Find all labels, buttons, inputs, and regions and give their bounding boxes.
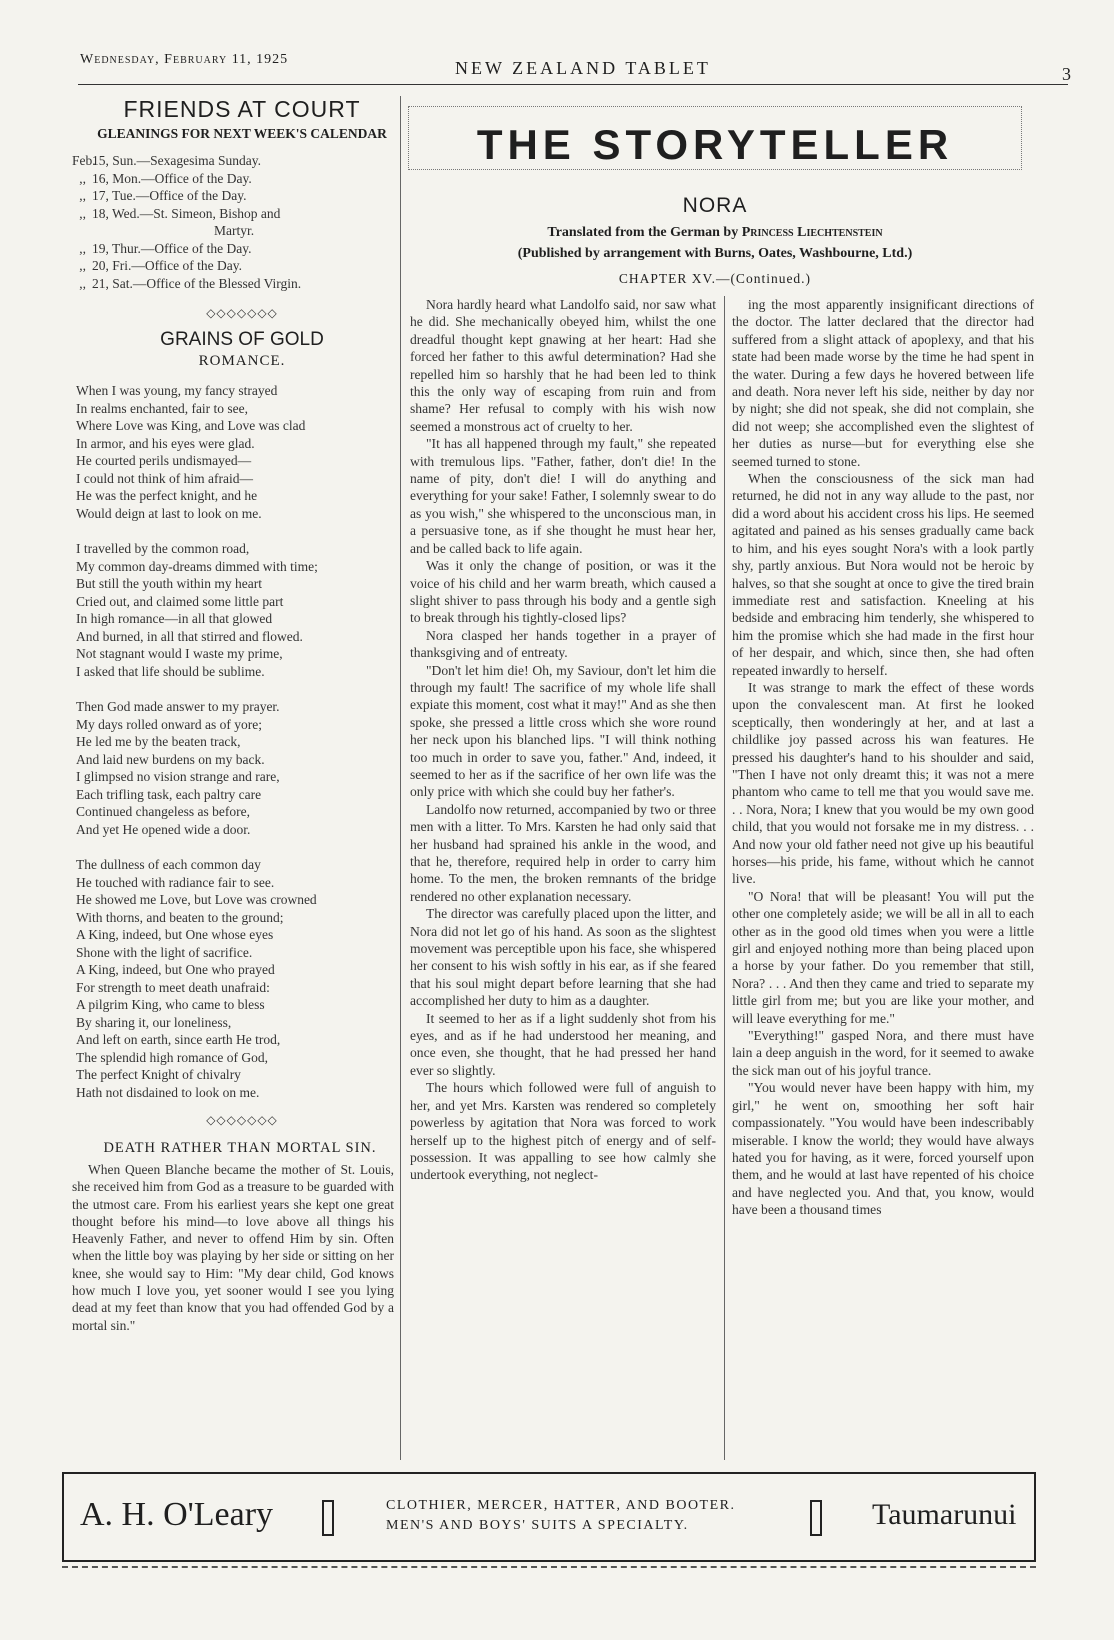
story-header: [410, 194, 1020, 287]
death-rather-title: DEATH RATHER THAN MORTAL SIN.: [103, 1140, 377, 1156]
poem-line: And yet He opened wide a door.: [76, 821, 251, 837]
page-number: 3: [1062, 64, 1071, 84]
poem-line: He was the perfect knight, and he: [76, 488, 258, 503]
friends-at-court-title: FRIENDS AT COURT: [123, 96, 361, 122]
poem-line: Cried out, and claimed some little part: [76, 593, 284, 609]
poem-line: He showed me Love, but Love was crowned: [76, 892, 317, 907]
calendar-item: ,, 18, Wed.—St. Simeon, Bishop and: [79, 205, 281, 221]
ornament-divider: ◇◇◇◇◇◇◇: [206, 1113, 278, 1127]
poem-line: For strength to meet death unafraid:: [76, 979, 270, 995]
story-paragraph: It seemed to her as if a light suddenly shot from his eyes, and as if he had understood her meaning, and once even, she thought, that he had pressed her hand ever so slightly.: [410, 1010, 716, 1078]
poem-line: I could not think of him afraid—: [76, 470, 253, 486]
story-paragraph: The hours which followed were full of anguish to her, and yet Mrs. Karsten was rendered so completely powerless by agitation that Nora was forced to work herself up to the highest pitch of energy and of self-possession. It was appalling to see how calmly she undertook everything, not neglect-: [410, 1080, 716, 1183]
poem-line: Each trifling task, each paltry care: [76, 786, 262, 802]
calendar-item: ,, 20, Fri.—Office of the Day.: [79, 258, 242, 273]
poem-line: I glimpsed no vision strange and rare,: [76, 769, 280, 784]
story-paragraph: Was it only the change of position, or was it the voice of his child and her warm breath, which caused a slight shiver to pass through his body and a gentle sigh to break through his tightly-closed lips?: [410, 558, 716, 626]
column-rule: [724, 296, 725, 1460]
calendar-item: ,, 19, Thur.—Office of the Day.: [79, 240, 252, 256]
chapter-heading: CHAPTER XV.—(Continued.): [618, 271, 812, 286]
poem-line: In high romance—in all that glowed: [76, 611, 273, 626]
poem-line: My days rolled onward as of yore;: [76, 716, 262, 732]
poem-title: ROMANCE.: [198, 353, 286, 369]
poem-line: Would deign at last to look on me.: [76, 505, 262, 521]
story-paragraph: "Everything!" gasped Nora, and there must have lain a deep anguish in the word, for it seemed to awake the sick man out of his joyful trance.: [732, 1028, 1034, 1078]
poem-line: Shone with the light of sacrifice.: [76, 944, 253, 960]
poem-stanza: [76, 856, 394, 1101]
poem-line: When I was young, my fancy strayed: [76, 383, 278, 398]
calendar-item: ,, 17, Tue.—Office of the Day.: [79, 188, 247, 203]
poem-line: He touched with radiance fair to see.: [76, 874, 275, 890]
issue-date: Wednesday, February 11, 1925: [80, 52, 289, 67]
poem-line: And left on earth, since earth He trod,: [76, 1032, 281, 1047]
left-column: [72, 96, 394, 1334]
storyteller-title: THE STORYTELLER: [476, 121, 954, 168]
translator-line: Translated from the German by Princess Liechtenstein: [547, 225, 883, 240]
story-column-middle: [410, 296, 716, 1184]
poem-line: The splendid high romance of God,: [76, 1049, 268, 1065]
services-line: CLOTHIER, MERCER, HATTER, AND BOOTER.: [386, 1498, 736, 1513]
poem-line: With thorns, and beaten to the ground;: [76, 909, 284, 925]
poem-line: In armor, and his eyes were glad.: [76, 435, 255, 451]
story-title: NORA: [682, 194, 748, 217]
calendar-item: Feb. 15, Sun.—Sexagesima Sunday.: [72, 153, 261, 168]
poem-line: Where Love was King, and Love was clad: [76, 418, 306, 433]
story-paragraph: "You would never have been happy with him, my girl," he went on, smoothing her soft hair compassionately. "You would have been indescribably miserable. I know the world; they would have always hated you for having, as it were, forced yourself upon them, and he would at last have repented of his choice and have neglected you. And that, you know, would have been a thousand times: [732, 1080, 1034, 1218]
poem-line: A pilgrim King, who came to bless: [76, 997, 265, 1012]
poem-line: The dullness of each common day: [76, 857, 261, 872]
services-line: MEN'S AND BOYS' SUITS A SPECIALTY.: [386, 1518, 689, 1533]
poem-line: In realms enchanted, fair to see,: [76, 400, 249, 416]
poem: [72, 382, 394, 1101]
story-paragraph: "O Nora! that will be pleasant! You will put the other one completely aside; we will be all in all to each other as in the good old times when you were a little girl and enjoyed nothing more than being placed upon a horse by your father. Do you remember that still, Nora? . . . And then they came and tried to separate my little girl from me; but you are like your mother, and will leave everything for me.": [732, 888, 1034, 1026]
poem-line: The perfect Knight of chivalry: [76, 1067, 241, 1082]
ornament-box: [322, 1500, 334, 1536]
poem-stanza: [76, 382, 394, 522]
advertisement: [62, 1472, 1036, 1562]
poem-line: I travelled by the common road,: [76, 541, 250, 556]
poem-line: He led me by the beaten track,: [76, 734, 241, 749]
poem-line: But still the youth within my heart: [76, 576, 262, 591]
poem-line: Then God made answer to my prayer.: [76, 699, 280, 714]
poem-line: Not stagnant would I waste my prime,: [76, 646, 283, 661]
calendar-item: ,, 16, Mon.—Office of the Day.: [79, 170, 252, 186]
story-column-right: [732, 296, 1034, 1219]
publication-note: (Published by arrangement with Burns, Oates, Washbourne, Ltd.): [517, 246, 913, 261]
advertiser-name: A. H. O'Leary: [80, 1496, 274, 1533]
calendar-list: [72, 152, 394, 292]
calendar-item: Martyr.: [214, 223, 255, 238]
header-rule: [78, 84, 1068, 85]
ornament-divider: ◇◇◇◇◇◇◇: [206, 306, 278, 320]
poem-stanza: [76, 698, 394, 838]
poem-line: I asked that life should be sublime.: [76, 663, 265, 679]
poem-line: By sharing it, our loneliness,: [76, 1014, 232, 1030]
story-paragraph: "It has all happened through my fault," she repeated with tremulous lips. "Father, father, don't die! In the name of pity, don't die! I will do anything and everything for your sake! Father, I solemnly swear to do as you wish," she whispered to the unconscious man, in a persuasive tone, as if she thought he must hear her, and be called back to life again.: [410, 436, 716, 556]
poem-line: My common day-dreams dimmed with time;: [76, 558, 318, 574]
grains-of-gold-title: GRAINS OF GOLD: [160, 329, 324, 350]
newspaper-title: NEW ZEALAND TABLET: [455, 58, 711, 78]
poem-line: He courted perils undismayed—: [76, 453, 252, 468]
storyteller-banner: [408, 106, 1022, 170]
advertiser-services: [386, 1496, 806, 1536]
death-rather-text: When Queen Blanche became the mother of St. Louis, she received him from God as a treasure to be guarded with the utmost care. From his earliest years she kept one great thought before his mind—to love above all things his Heavenly Father, and never to offend Him by sin. Often when the little boy was playing by her side or sitting on her knee, she would say to Him: "My dear child, God knows how much I love you, yet sooner would I see you lying dead at my feet than know that you had offended God by a mortal sin.": [72, 1162, 395, 1333]
bottom-rule: [62, 1566, 1036, 1568]
poem-line: A King, indeed, but One who prayed: [76, 962, 275, 977]
story-paragraph: When the consciousness of the sick man had returned, he did not in any way allude to the past, nor did a word about his accident cross his lips. He seemed agitated and pained as his senses gradually came back to him, and his eyes sought Nora's with a look partly shy, partly anxious. But Nora would not be heroic by halves, so that she sought at once to give the tired brain immediate rest and satisfaction. Kneeling at his bedside and embracing him tenderly, she whispered to him the promise which she had made in the first hour of her despair, and which, since then, she had often repeated inwardly to herself.: [732, 471, 1034, 678]
story-paragraph: It was strange to mark the effect of these words upon the convalescent man. At first he looked sceptically, then wonderingly at her, and at last a childlike joy passed across his wan features. He pressed his daughter's hand to his shoulder and said, "Then I have not only dreamt this; it was not a mere phantom who came to tell me that you would save me. . . Nora, Nora; I knew that you would be my own good child, that you would not forsake me in my distress. . . And now your old father need not give up his beautiful horses—his pride, his fame, without which he cannot live.: [732, 679, 1034, 887]
poem-line: Continued changeless as before,: [76, 804, 250, 819]
story-paragraph: Landolfo now returned, accompanied by two or three men with a litter. To Mrs. Karsten he had only said that her husband had sprained his ankle in the wood, and that he, therefore, required help in order to carry him home. To the men, the broken remnants of the bridge rendered no other explanation necessary.: [410, 801, 716, 904]
poem-stanza: [76, 540, 394, 680]
friends-at-court-subtitle: GLEANINGS FOR NEXT WEEK'S CALENDAR: [97, 126, 387, 141]
story-paragraph: Nora clasped her hands together in a prayer of thanksgiving and of entreaty.: [410, 627, 716, 661]
poem-line: And laid new burdens on my back.: [76, 751, 265, 767]
story-paragraph: The director was carefully placed upon the litter, and Nora did not let go of his hand. As soon as the slightest movement was perceptible upon his face, she whispered her consent to his wish softly in his ear, as if she feared that his soul might depart before learning that she had accomplished her duty to him as a daughter.: [410, 906, 716, 1009]
poem-line: And burned, in all that stirred and flowed.: [76, 628, 303, 644]
story-paragraph: Nora hardly heard what Landolfo said, nor saw what he did. She mechanically obeyed him, whilst the one dreadful thought kept gnawing at her heart: Had she forced her father to this awful determination? Had she repelled him so harshly that he had been led to think this the only way of escaping from ruin and from shame? Her refusal to comply with his wish now seemed a monstrous act of cruelty to her.: [410, 297, 716, 434]
advertiser-town: Taumarunui: [872, 1498, 1017, 1531]
poem-line: Hath not disdained to look on me.: [76, 1084, 260, 1100]
calendar-item: ,, 21, Sat.—Office of the Blessed Virgin.: [79, 275, 302, 291]
ornament-box: [810, 1500, 822, 1536]
story-paragraph: ing the most apparently insignificant directions of the doctor. The latter declared that the director had suffered from a slight attack of apoplexy, and that his state had been made worse by the time he had spent in the water. During a few days he hovered between life and death. Nora never left his side, neither by day nor by night; she did not speak, she did not complain, she did not weep; she accomplished even the slightest of her duties as nurse—but for everything else she seemed turned to stone.: [732, 297, 1034, 469]
column-rule: [400, 96, 401, 1460]
story-paragraph: "Don't let him die! Oh, my Saviour, don't let him die through my fault! The sacrifice of my whole life shall expiate this moment, cost what it may!" And as she then spoke, she pressed a little cross which she wore round her neck upon his blanched lips. "I will think nothing too much in order to save you, father." And, indeed, it seemed to her as if the sacrifice of her own life was the only price with which she could buy her father's.: [410, 662, 716, 800]
poem-line: A King, indeed, but One whose eyes: [76, 927, 274, 942]
